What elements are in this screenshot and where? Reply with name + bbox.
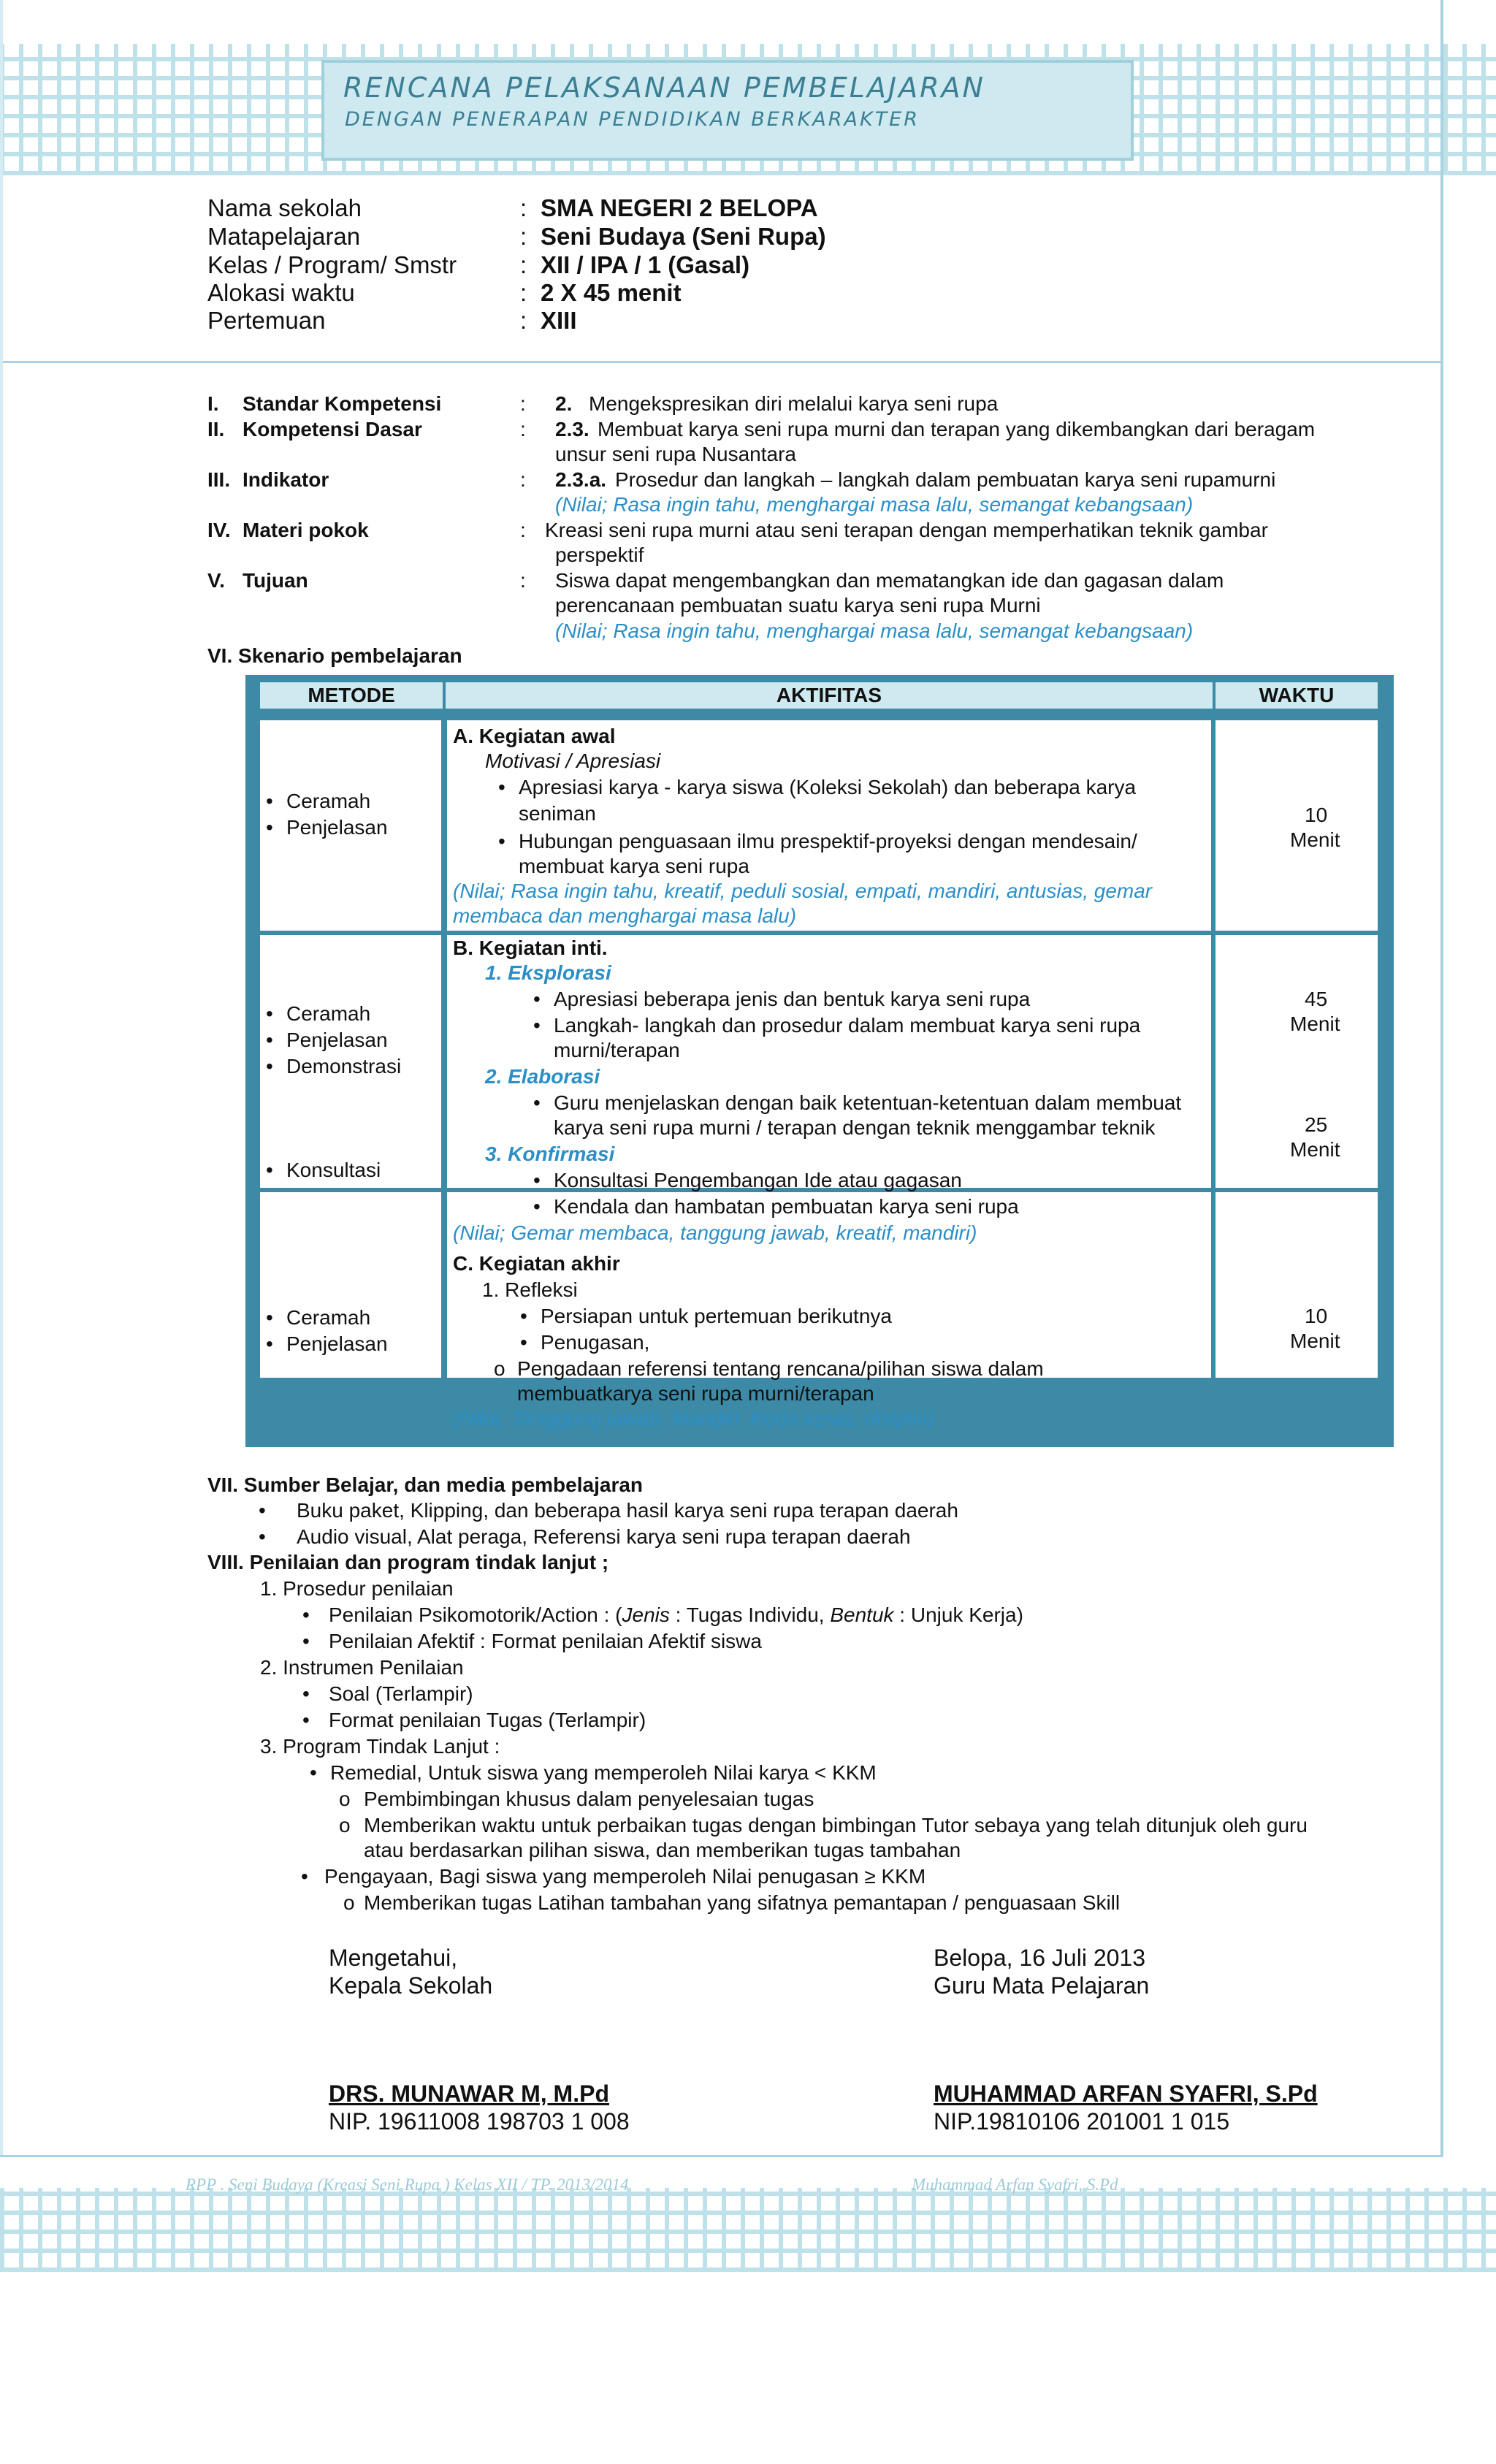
nilai-note: membaca dan menghargai masa lalu) bbox=[453, 904, 797, 927]
list-item: Memberikan tugas Latihan tambahan yang sifatnya pemantapan / penguasaan Skill bbox=[364, 1891, 1121, 1914]
cell-waktu-awal bbox=[1216, 720, 1378, 931]
table-header-metode: METODE bbox=[260, 682, 443, 709]
identity-value: Seni Budaya (Seni Rupa) bbox=[541, 223, 826, 250]
waktu-unit: Menit bbox=[1290, 1138, 1340, 1161]
metode-item: Penjelasan bbox=[286, 1029, 388, 1051]
waktu-value: 45 bbox=[1305, 988, 1328, 1010]
metode-item: Ceramah bbox=[286, 1306, 371, 1329]
list-item: Penilaian Psikomotorik/Action : (Jenis : Tugas Individu, Bentuk : Unjuk Kerja) bbox=[329, 1603, 1023, 1626]
waktu-value: 25 bbox=[1305, 1113, 1328, 1136]
list-item: Pembimbingan khusus dalam penyelesaian tugas bbox=[364, 1788, 814, 1810]
metode-item: Ceramah bbox=[286, 790, 371, 812]
signer-nip: NIP.19810106 201001 1 015 bbox=[934, 2108, 1230, 2135]
list-item: Remedial, Untuk siswa yang memperoleh Nilai karya < KKM bbox=[330, 1761, 877, 1784]
nilai-note: (Nilai; Tanggung jawab, Mandiri, Kerja keras, disiplin) bbox=[453, 1407, 934, 1430]
list-item: Penilaian Afektif : Format penilaian Afektif siswa bbox=[329, 1630, 762, 1652]
table-header-waktu: WAKTU bbox=[1216, 682, 1378, 709]
signer-name: DRS. MUNAWAR M, M.Pd bbox=[329, 2080, 609, 2107]
identity-value: XII / IPA / 1 (Gasal) bbox=[541, 251, 750, 278]
footer-ornament-band bbox=[0, 2188, 1496, 2272]
list-item: Buku paket, Klipping, dan beberapa hasil karya seni rupa terapan daerah bbox=[297, 1499, 958, 1522]
identity-label: Nama sekolah bbox=[207, 194, 362, 221]
waktu-unit: Menit bbox=[1290, 1012, 1340, 1035]
nilai-note: (Nilai; Rasa ingin tahu, menghargai masa lalu, semangat kebangsaan) bbox=[555, 493, 1194, 516]
kegiatan-title: B. Kegiatan inti. bbox=[453, 937, 608, 959]
metode-item: Demonstrasi bbox=[286, 1055, 402, 1077]
waktu-value: 10 bbox=[1305, 804, 1328, 826]
identity-label: Kelas / Program/ Smstr bbox=[207, 251, 457, 278]
list-item: Soal (Terlampir) bbox=[329, 1682, 473, 1705]
document-title: RENCANA PELAKSANAAN PEMBELAJARAN bbox=[343, 72, 985, 104]
waktu-unit: Menit bbox=[1290, 1330, 1340, 1352]
identity-label: Alokasi waktu bbox=[207, 279, 355, 306]
metode-item: Konsultasi bbox=[286, 1159, 381, 1181]
signer-name: MUHAMMAD ARFAN SYAFRI, S.Pd bbox=[934, 2080, 1318, 2107]
signer-nip: NIP. 19611008 198703 1 008 bbox=[329, 2108, 630, 2135]
list-item: Memberikan waktu untuk perbaikan tugas dengan bimbingan Tutor sebaya yang telah ditunjuk oleh guru bbox=[364, 1814, 1308, 1836]
list-item: Pengayaan, Bagi siswa yang memperoleh Nilai penugasan ≥ KKM bbox=[324, 1865, 926, 1888]
page-frame-right bbox=[1440, 0, 1443, 2155]
footer-right: Muhammad Arfan Syafri, S.Pd bbox=[912, 2175, 1118, 2194]
kegiatan-title: A. Kegiatan awal bbox=[453, 725, 616, 747]
identity-label: Matapelajaran bbox=[207, 223, 361, 250]
document-subtitle: DENGAN PENERAPAN PENDIDIKAN BERKARAKTER bbox=[345, 108, 920, 131]
metode-item: Ceramah bbox=[286, 1002, 371, 1025]
nilai-note: (Nilai; Rasa ingin tahu, menghargai masa lalu, semangat kebangsaan) bbox=[555, 619, 1194, 642]
list-item: Audio visual, Alat peraga, Referensi karya seni rupa terapan daerah bbox=[297, 1525, 911, 1548]
identity-value: XIII bbox=[541, 307, 577, 334]
waktu-value: 10 bbox=[1305, 1305, 1328, 1327]
identity-value: 2 X 45 menit bbox=[541, 279, 682, 306]
page-frame-left bbox=[0, 0, 3, 2155]
nilai-note: (Nilai; Gemar membaca, tanggung jawab, kreatif, mandiri) bbox=[453, 1221, 977, 1244]
kegiatan-title: C. Kegiatan akhir bbox=[453, 1252, 620, 1275]
footer-rule bbox=[0, 2155, 1443, 2157]
identity-value: SMA NEGERI 2 BELOPA bbox=[541, 194, 818, 221]
metode-item: Penjelasan bbox=[286, 1332, 388, 1355]
list-item: Format penilaian Tugas (Terlampir) bbox=[329, 1709, 646, 1731]
table-header-aktifitas: AKTIFITAS bbox=[443, 682, 1213, 709]
nilai-note: (Nilai; Rasa ingin tahu, kreatif, peduli sosial, empati, mandiri, antusias, gemar bbox=[453, 880, 1153, 902]
identity-label: Pertemuan bbox=[207, 307, 326, 334]
footer-left: RPP . Seni Budaya (Kreasi Seni Rupa ) Kelas XII / TP. 2013/2014 bbox=[186, 2175, 629, 2194]
metode-item: Penjelasan bbox=[286, 816, 388, 839]
header-rule bbox=[0, 361, 1443, 363]
waktu-unit: Menit bbox=[1290, 828, 1340, 851]
